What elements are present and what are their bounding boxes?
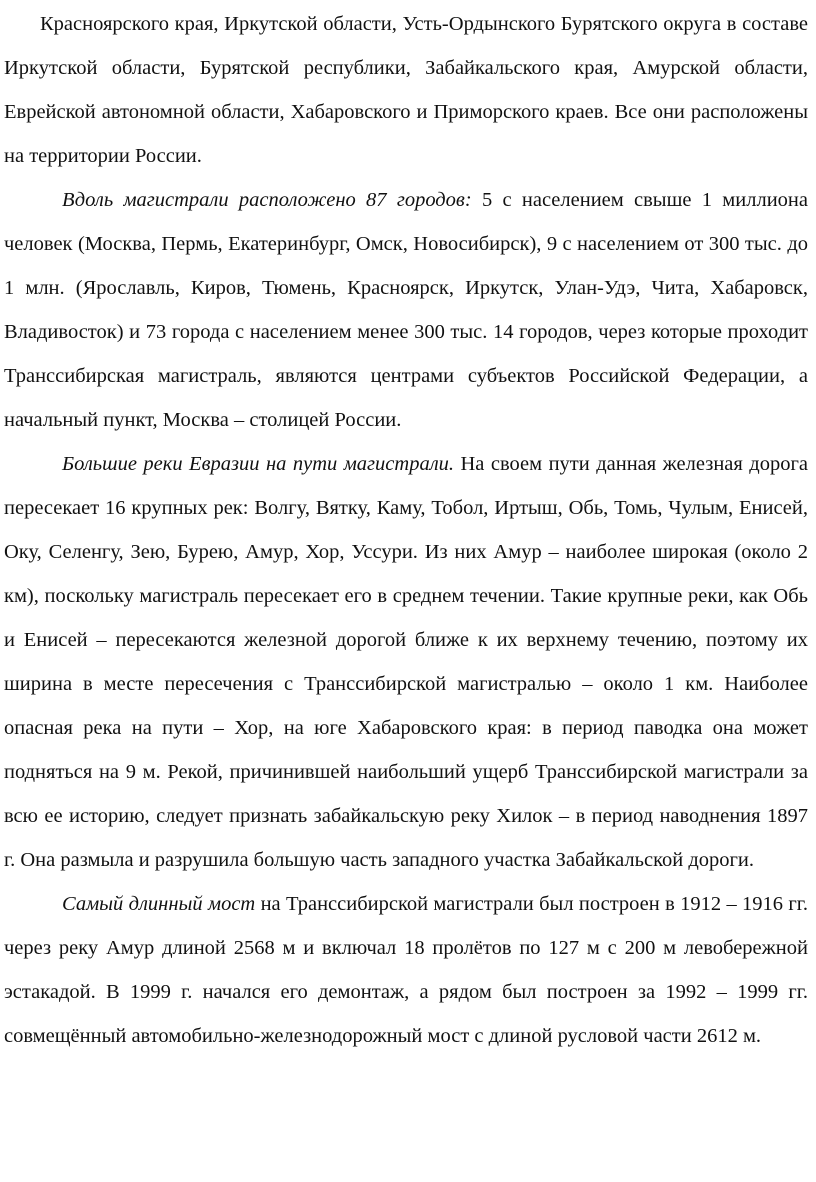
paragraph-lead: Вдоль магистрали расположено 87 городов: [62,189,472,211]
paragraph-rivers [4,442,808,882]
paragraph-lead: Самый длинный мост [62,893,256,915]
paragraph-bridge [4,882,808,1058]
paragraph-text: на Транссибирской магистрали был построен в 1912 – 1916 гг. через реку Амур длиной 2568 м и включал 18 пролётов по 127 м с 200 м левобережной эстакадой. В 1999 г. начался его демонтаж, а рядом был построен за 1992 – 1999 гг. совмещённый автомобильно-железнодорожный мост с длиной русловой части 2612 м. [4,893,808,1047]
paragraph-text: Красноярского края, Иркутской области, Усть-Ордынского Бурятского округа в составе Иркутской области, Бурятской республики, Забайкальского края, Амурской области, Еврейской автономной области, Хабаровского и Приморского краев. Все они расположены на территории России. [4,13,808,167]
paragraph-regions [4,2,808,178]
paragraph-text: На своем пути данная железная дорога пересекает 16 крупных рек: Волгу, Вятку, Каму, Тобол, Иртыш, Обь, Томь, Чулым, Енисей, Оку, Селенгу, Зею, Бурею, Амур, Хор, Уссури. Из них Амур – наиболее широкая (около 2 км), поскольку магистраль пересекает его в среднем течении. Такие крупные реки, как Обь и Енисей – пересекаются железной дорогой ближе к их верхнему течению, поэтому их ширина в месте пересечения с Транссибирской магистралью – около 1 км. Наиболее опасная река на пути – Хор, на юге Хабаровского края: в период паводка она может подняться на 9 м. Рекой, причинившей наибольший ущерб Транссибирской магистрали за всю ее историю, следует признать забайкальскую реку Хилок – в период наводнения 1897 г. Она размыла и разрушила большую часть западного участка Забайкальской дороги. [4,453,808,871]
paragraph-lead: Большие реки Евразии на пути магистрали. [62,453,455,475]
paragraph-cities [4,178,808,442]
paragraph-text: 5 с населением свыше 1 миллиона человек (Москва, Пермь, Екатеринбург, Омск, Новосибирск), 9 с населением от 300 тыс. до 1 млн. (Ярославль, Киров, Тюмень, Красноярск, Иркутск, Улан-Удэ, Чита, Хабаровск, Владивосток) и 73 города с населением менее 300 тыс. 14 городов, через которые проходит Транссибирская магистраль, являются центрами субъектов Российской Федерации, а начальный пункт, Москва – столицей России. [4,189,808,431]
